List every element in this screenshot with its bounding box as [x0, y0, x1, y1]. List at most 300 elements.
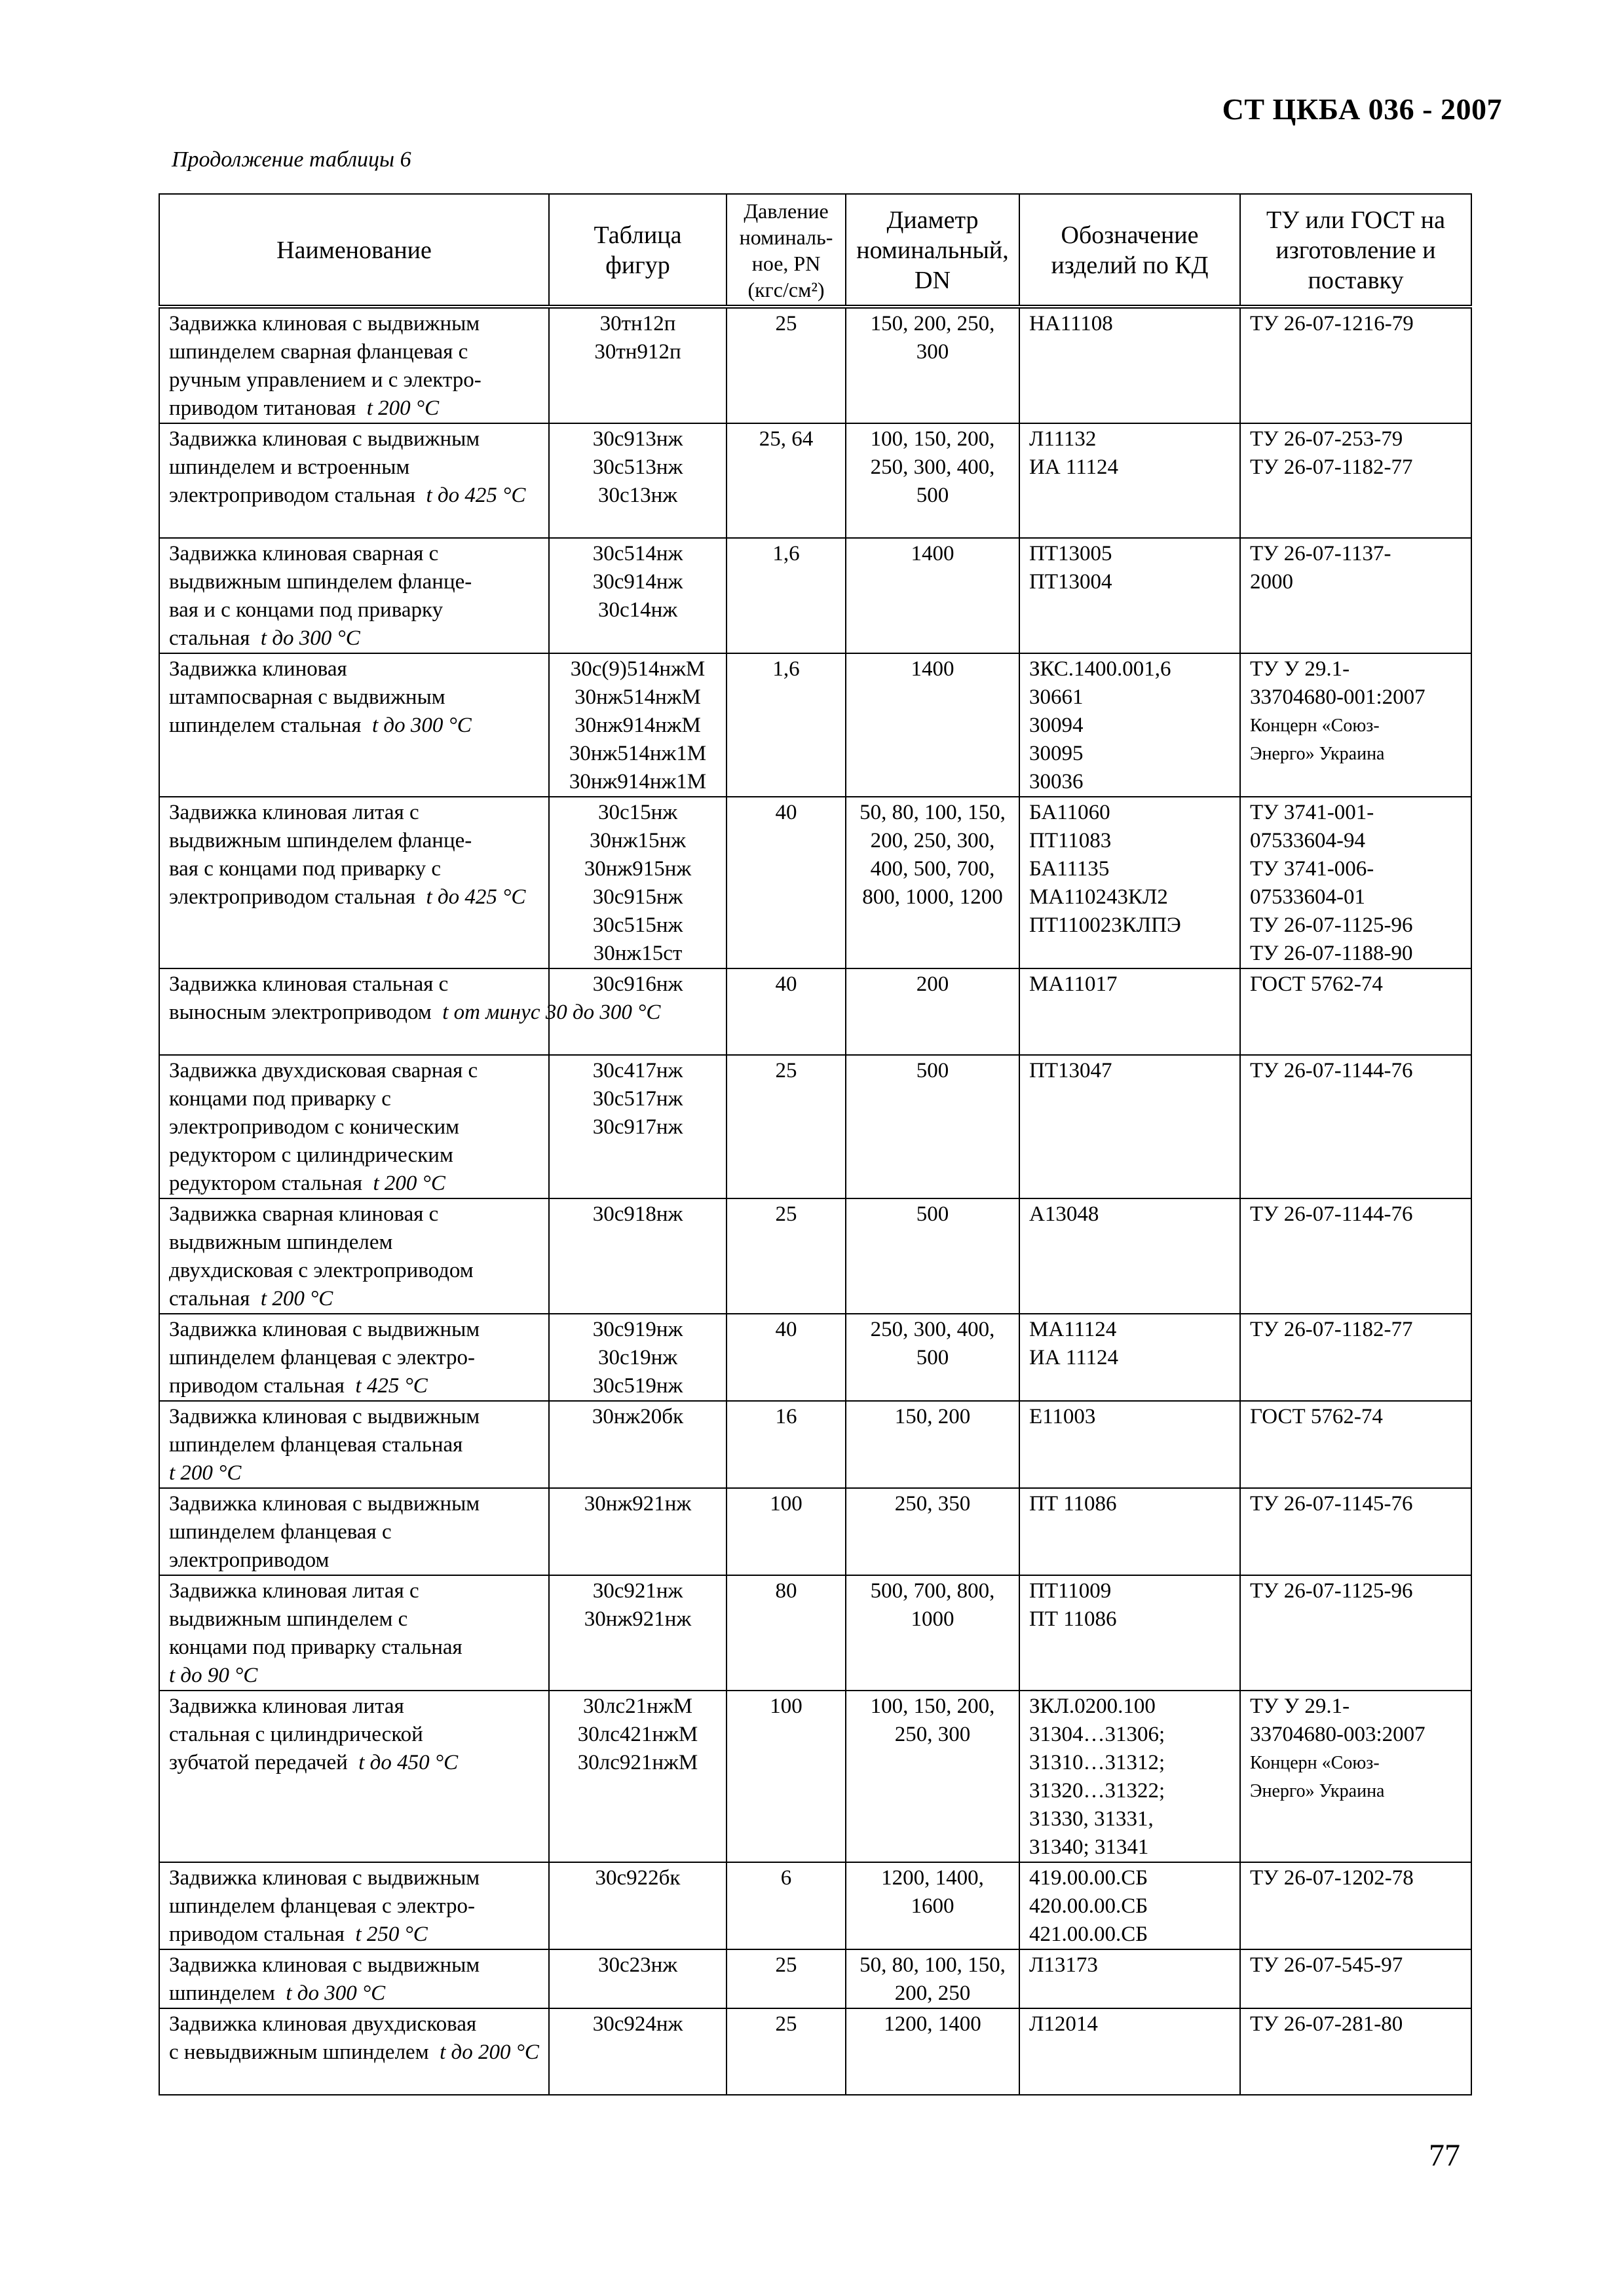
header-tu-gost: ТУ или ГОСТ на изготовление и поставку — [1240, 194, 1471, 307]
cell-diameter — [846, 797, 1019, 968]
name-text: концами под приварку стальная — [169, 1636, 463, 1659]
cell-tu-gost — [1240, 1055, 1471, 1198]
table-row — [159, 1055, 1471, 1198]
figures-line: 30с14нж — [597, 598, 678, 622]
kd-line: ПТ11009 — [1029, 1579, 1112, 1603]
pn-line: 40 — [775, 1318, 797, 1341]
tu-line: ТУ 26-07-281-80 — [1250, 2012, 1403, 2036]
cell-tu-gost — [1240, 1198, 1471, 1314]
name-line — [169, 2038, 539, 2067]
kd-line: 30661 — [1029, 685, 1084, 709]
name-line — [169, 855, 539, 883]
cell-designation — [1019, 653, 1240, 797]
name-line — [169, 1229, 539, 1257]
name-line — [169, 1721, 539, 1749]
kd-line: ЗКС.1400.001,6 — [1029, 657, 1171, 681]
header-name: Наименование — [159, 194, 549, 307]
pn-line: 80 — [775, 1579, 797, 1603]
cell-designation — [1019, 1488, 1240, 1575]
tu-line: ТУ 26-07-1144-76 — [1250, 1202, 1413, 1226]
tu-line: 07533604-01 — [1250, 885, 1365, 909]
cell-tu-gost — [1240, 1314, 1471, 1401]
name-text: Задвижка клиновая с выдвижным — [169, 427, 480, 451]
temperature-label: t 250 °C — [355, 1923, 428, 1946]
cell-designation — [1019, 2008, 1240, 2095]
pn-line: 40 — [775, 801, 797, 824]
temperature-label: t 425 °C — [355, 1374, 428, 1398]
name-text: Задвижка клиновая с выдвижным — [169, 1318, 480, 1341]
figures-line: 30с514нж — [592, 542, 683, 565]
figures-line: 30нж514нж1М — [569, 742, 707, 765]
figures-line: 30с924нж — [592, 2012, 683, 2036]
name-line — [169, 482, 539, 510]
cell-pressure — [727, 2008, 846, 2095]
cell-diameter — [846, 538, 1019, 653]
cell-name — [159, 1691, 549, 1862]
figures-line: 30с(9)514нжМ — [570, 657, 706, 681]
figures-line: 30тн912п — [594, 340, 681, 364]
pn-line: 25 — [775, 2012, 797, 2036]
temperature-label: t от минус 30 до 300 °C — [442, 1001, 661, 1024]
figures-line: 30с515нж — [592, 913, 683, 937]
pn-line: 40 — [775, 972, 797, 996]
name-text: шпинделем фланцевая с электро- — [169, 1346, 475, 1369]
cell-tu-gost — [1240, 968, 1471, 1055]
header-diameter: Диаметр номинальный, DN — [846, 194, 1019, 307]
figures-line: 30нж15ст — [593, 942, 683, 965]
kd-line: МА11017 — [1029, 972, 1118, 996]
pn-line: 1,6 — [772, 657, 800, 681]
name-line — [169, 1634, 539, 1662]
name-line — [169, 310, 539, 338]
kd-line: ПТ13047 — [1029, 1059, 1112, 1082]
tu-line: ТУ 3741-001- — [1250, 801, 1374, 824]
figures-line: 30с15нж — [597, 801, 678, 824]
table-row — [159, 1949, 1471, 2008]
tu-line: 33704680-001:2007 — [1250, 685, 1426, 709]
pn-line: 16 — [775, 1405, 797, 1428]
name-line — [169, 1749, 539, 1777]
table-row — [159, 1401, 1471, 1488]
name-line — [169, 2010, 539, 2038]
name-line — [169, 1546, 539, 1575]
dn-line: 50, 80, 100, 150, — [859, 1953, 1006, 1977]
figures-line: 30лс421нжМ — [577, 1723, 698, 1746]
tu-line: ТУ 26-07-1188-90 — [1250, 942, 1413, 965]
name-text: электроприводом с коническим — [169, 1115, 459, 1139]
cell-diameter — [846, 1401, 1019, 1488]
kd-line: Л11132 — [1029, 427, 1097, 451]
pn-line: 100 — [770, 1492, 803, 1516]
name-text: приводом стальная — [169, 1923, 345, 1946]
cell-figure — [549, 797, 727, 968]
kd-line: Л12014 — [1029, 2012, 1098, 2036]
figures-line: 30нж915нж — [584, 857, 692, 881]
figures-line: 30с916нж — [592, 972, 683, 996]
cell-diameter — [846, 1314, 1019, 1401]
name-line — [169, 999, 661, 1027]
temperature-label: t до 425 °C — [426, 484, 526, 507]
kd-line: 31330, 31331, — [1029, 1807, 1154, 1831]
cell-tu-gost — [1240, 2008, 1471, 2095]
figures-line: 30с921нж — [592, 1579, 683, 1603]
kd-line: БА11135 — [1029, 857, 1110, 881]
cell-name — [159, 1949, 549, 2008]
tu-line: ТУ 26-07-253-79 — [1250, 427, 1403, 451]
table-row — [159, 307, 1471, 423]
name-line — [169, 1344, 539, 1372]
tu_small-line: Концерн «Союз- — [1250, 1753, 1380, 1773]
dn-line: 500 — [916, 1346, 949, 1369]
figures-line: 30нж921нж — [584, 1607, 692, 1631]
name-text: шпинделем фланцевая с электро- — [169, 1894, 475, 1918]
name-line — [169, 1459, 539, 1487]
dn-line: 1400 — [911, 657, 954, 681]
name-line — [169, 1577, 539, 1605]
name-text: Задвижка клиновая двухдисковая — [169, 2012, 477, 2036]
tu-line: ТУ У 29.1- — [1250, 657, 1350, 681]
dn-line: 500, 700, 800, — [870, 1579, 995, 1603]
name-line — [169, 1518, 539, 1546]
kd-line: МА110243КЛ2 — [1029, 885, 1168, 909]
name-text: ручным управлением и с электро- — [169, 368, 482, 392]
cell-pressure — [727, 1949, 846, 2008]
table-row — [159, 797, 1471, 968]
cell-name — [159, 2008, 549, 2095]
dn-line: 1200, 1400, — [881, 1866, 984, 1890]
tu-line: ТУ 26-07-1144-76 — [1250, 1059, 1413, 1082]
name-line — [169, 338, 539, 366]
cell-tu-gost — [1240, 797, 1471, 968]
table-row — [159, 538, 1471, 653]
temperature-label: t 200 °C — [260, 1287, 333, 1311]
name-text: Задвижка двухдисковая сварная с — [169, 1059, 478, 1082]
cell-tu-gost — [1240, 1949, 1471, 2008]
name-line — [169, 1141, 539, 1170]
table-row — [159, 653, 1471, 797]
table-body — [159, 307, 1471, 2095]
kd-line: МА11124 — [1029, 1318, 1117, 1341]
figures-line: 30с13нж — [597, 484, 678, 507]
kd-line: ПТ 11086 — [1029, 1492, 1117, 1516]
figures-line: 30нж921нж — [584, 1492, 692, 1516]
header-figure-table: Таблица фигур — [549, 194, 727, 307]
dn-line: 500 — [916, 1202, 949, 1226]
cell-pressure — [727, 1488, 846, 1575]
name-text: редуктором с цилиндрическим — [169, 1143, 453, 1167]
name-line — [169, 1605, 539, 1634]
kd-line: 31304…31306; — [1029, 1723, 1165, 1746]
cell-pressure — [727, 968, 846, 1055]
name-text: Задвижка клиновая литая с — [169, 801, 419, 824]
cell-designation — [1019, 307, 1240, 423]
kd-line: 30036 — [1029, 770, 1084, 794]
name-text: Задвижка клиновая с выдвижным — [169, 1405, 480, 1428]
name-text: двухдисковая с электроприводом — [169, 1259, 474, 1282]
pn-line: 25, 64 — [759, 427, 814, 451]
cell-pressure — [727, 1198, 846, 1314]
figures-line: 30с919нж — [592, 1318, 683, 1341]
name-line — [169, 1170, 539, 1198]
cell-name — [159, 423, 549, 538]
dn-line: 500 — [916, 484, 949, 507]
name-line — [169, 655, 539, 683]
name-line — [169, 827, 539, 855]
page-number: 77 — [1429, 2138, 1460, 2173]
name-text: шпинделем стальная — [169, 714, 362, 737]
tu-line: ТУ 26-07-1125-96 — [1250, 1579, 1413, 1603]
name-line — [169, 1892, 539, 1921]
cell-diameter — [846, 1691, 1019, 1862]
dn-line: 150, 200, 250, — [870, 312, 995, 335]
figures-line: 30нж514нжМ — [575, 685, 701, 709]
name-line — [169, 1200, 539, 1229]
name-text: выдвижным шпинделем фланце- — [169, 570, 472, 594]
temperature-label: t 200 °C — [373, 1172, 445, 1195]
cell-name — [159, 653, 549, 797]
cell-figure — [549, 307, 727, 423]
dn-line: 200, 250 — [894, 1981, 971, 2005]
pn-line: 25 — [775, 1953, 797, 1977]
figures-line: 30с519нж — [592, 1374, 683, 1398]
table-continuation-caption: Продолжение таблицы 6 — [172, 147, 411, 172]
figures-line: 30с517нж — [592, 1087, 683, 1111]
figures-line: 30с19нж — [597, 1346, 678, 1369]
dn-line: 200 — [916, 972, 949, 996]
cell-diameter — [846, 1488, 1019, 1575]
dn-line: 250, 300, 400, — [870, 1318, 995, 1341]
cell-designation — [1019, 1862, 1240, 1949]
tu-line: ТУ 26-07-1182-77 — [1250, 455, 1413, 479]
table-row — [159, 1488, 1471, 1575]
tu-line: ГОСТ 5762-74 — [1250, 1405, 1383, 1428]
name-text: шпинделем фланцевая стальная — [169, 1433, 463, 1457]
name-line — [169, 1431, 539, 1459]
table-row — [159, 1862, 1471, 1949]
name-text: Задвижка сварная клиновая с — [169, 1202, 439, 1226]
name-text: шпинделем — [169, 1981, 275, 2005]
tu_small-line: Энерго» Украина — [1250, 744, 1385, 764]
name-text: Задвижка клиновая сварная с — [169, 542, 439, 565]
header-designation: Обозначение изделий по КД — [1019, 194, 1240, 307]
document-code: СТ ЦКБА 036 - 2007 — [1222, 92, 1502, 126]
tu-line: 2000 — [1250, 570, 1293, 594]
cell-designation — [1019, 968, 1240, 1055]
cell-pressure — [727, 1862, 846, 1949]
kd-line: 30094 — [1029, 714, 1084, 737]
cell-pressure — [727, 1314, 846, 1401]
figures-line: 30с23нж — [597, 1953, 678, 1977]
name-line — [169, 883, 539, 911]
dn-line: 100, 150, 200, — [870, 427, 995, 451]
cell-diameter — [846, 1198, 1019, 1314]
pn-line: 25 — [775, 1202, 797, 1226]
tu-line: ТУ 26-07-545-97 — [1250, 1953, 1403, 1977]
kd-line: 421.00.00.СБ — [1029, 1923, 1148, 1946]
name-line — [169, 712, 539, 740]
kd-line: 31320…31322; — [1029, 1779, 1165, 1803]
figures-line: 30нж914нж1М — [569, 770, 707, 794]
cell-name — [159, 1314, 549, 1401]
cell-designation — [1019, 1055, 1240, 1198]
name-text: Задвижка клиновая литая с — [169, 1579, 419, 1603]
temperature-label: t 200 °C — [169, 1461, 242, 1485]
pn-line: 1,6 — [772, 542, 800, 565]
cell-pressure — [727, 653, 846, 797]
temperature-label: t 200 °C — [366, 396, 440, 420]
dn-line: 1600 — [911, 1894, 954, 1918]
cell-figure — [549, 1949, 727, 2008]
name-text: стальная — [169, 626, 250, 650]
kd-line: ПТ13004 — [1029, 570, 1112, 594]
dn-line: 400, 500, 700, — [870, 857, 995, 881]
tu-line: ТУ 26-07-1137- — [1250, 542, 1391, 565]
temperature-label: t до 425 °C — [426, 885, 526, 909]
name-text: приводом титановая — [169, 396, 356, 420]
name-line — [169, 366, 539, 394]
cell-name — [159, 1488, 549, 1575]
name-text: вая и с концами под приварку — [169, 598, 444, 622]
cell-diameter — [846, 968, 1019, 1055]
cell-designation — [1019, 423, 1240, 538]
name-line — [169, 1403, 539, 1431]
name-text: шпинделем фланцевая с — [169, 1520, 392, 1544]
name-text: Задвижка клиновая — [169, 657, 347, 681]
dn-line: 300 — [916, 340, 949, 364]
cell-pressure — [727, 307, 846, 423]
table-row — [159, 1314, 1471, 1401]
name-line — [169, 1951, 539, 1980]
cell-designation — [1019, 538, 1240, 653]
cell-figure — [549, 1314, 727, 1401]
cell-diameter — [846, 307, 1019, 423]
cell-diameter — [846, 1575, 1019, 1691]
dn-line: 150, 200 — [894, 1405, 971, 1428]
name-text: стальная с цилиндрической — [169, 1723, 423, 1746]
table-row — [159, 968, 1471, 1055]
tu-line: ТУ 26-07-1125-96 — [1250, 913, 1413, 937]
cell-designation — [1019, 1575, 1240, 1691]
name-text: выносным электроприводом — [169, 1001, 432, 1024]
name-line — [169, 1285, 539, 1313]
cell-name — [159, 1055, 549, 1198]
table-row — [159, 1691, 1471, 1862]
name-text: вая с концами под приварку с — [169, 857, 442, 881]
name-line — [169, 970, 539, 999]
cell-name — [159, 1401, 549, 1488]
cell-tu-gost — [1240, 307, 1471, 423]
dn-line: 1000 — [911, 1607, 954, 1631]
kd-line: БА11060 — [1029, 801, 1110, 824]
kd-line: ПТ 11086 — [1029, 1607, 1117, 1631]
name-text: шпинделем сварная фланцевая с — [169, 340, 468, 364]
kd-line: 419.00.00.СБ — [1029, 1866, 1148, 1890]
tu-line: ТУ 26-07-1202-78 — [1250, 1866, 1414, 1890]
cell-pressure — [727, 797, 846, 968]
kd-line: ИА 11124 — [1029, 455, 1118, 479]
pn-line: 100 — [770, 1694, 803, 1718]
cell-pressure — [727, 1575, 846, 1691]
tu_small-line: Концерн «Союз- — [1250, 716, 1380, 736]
cell-pressure — [727, 1055, 846, 1198]
cell-figure — [549, 1575, 727, 1691]
name-text: Задвижка клиновая стальная с — [169, 972, 449, 996]
kd-line: Л13173 — [1029, 1953, 1098, 1977]
dn-line: 800, 1000, 1200 — [862, 885, 1003, 909]
cell-diameter — [846, 1055, 1019, 1198]
kd-line: Е11003 — [1029, 1405, 1096, 1428]
tu_small-line: Энерго» Украина — [1250, 1781, 1385, 1801]
name-text: электроприводом — [169, 1548, 330, 1572]
kd-line: ПТ11083 — [1029, 829, 1112, 852]
name-text: стальная — [169, 1287, 250, 1311]
cell-diameter — [846, 1949, 1019, 2008]
figures-line: 30с917нж — [592, 1115, 683, 1139]
tu-line: 07533604-94 — [1250, 829, 1365, 852]
kd-line: ПТ13005 — [1029, 542, 1112, 565]
cell-diameter — [846, 2008, 1019, 2095]
name-line — [169, 1372, 539, 1400]
table-row — [159, 1198, 1471, 1314]
cell-diameter — [846, 1862, 1019, 1949]
figures-line: 30лс21нжМ — [583, 1694, 692, 1718]
name-text: Задвижка клиновая литая — [169, 1694, 404, 1718]
name-text: Задвижка клиновая с выдвижным — [169, 1866, 480, 1890]
cell-tu-gost — [1240, 1401, 1471, 1488]
cell-diameter — [846, 423, 1019, 538]
figures-line: 30с913нж — [592, 427, 683, 451]
dn-line: 250, 300, 400, — [870, 455, 995, 479]
tu-line: ТУ 26-07-1182-77 — [1250, 1318, 1413, 1341]
cell-figure — [549, 1488, 727, 1575]
temperature-label: t до 300 °C — [286, 1981, 386, 2005]
cell-designation — [1019, 1691, 1240, 1862]
cell-designation — [1019, 1314, 1240, 1401]
cell-name — [159, 307, 549, 423]
cell-designation — [1019, 797, 1240, 968]
kd-line: 31310…31312; — [1029, 1751, 1165, 1774]
cell-figure — [549, 1401, 727, 1488]
temperature-label: t до 300 °C — [260, 626, 360, 650]
name-line — [169, 1693, 539, 1721]
tu-line: ТУ У 29.1- — [1250, 1694, 1350, 1718]
dn-line: 250, 350 — [894, 1492, 971, 1516]
temperature-label: t до 200 °C — [440, 2040, 539, 2064]
kd-line: ЗКЛ.0200.100 — [1029, 1694, 1156, 1718]
figures-line: 30с513нж — [592, 455, 683, 479]
figures-line: 30лс921нжМ — [577, 1751, 698, 1774]
kd-line: ИА 11124 — [1029, 1346, 1118, 1369]
cell-designation — [1019, 1401, 1240, 1488]
table-row — [159, 423, 1471, 538]
figures-line: 30нж20бк — [592, 1405, 684, 1428]
name-line — [169, 683, 539, 712]
name-text: зубчатой передачей — [169, 1751, 348, 1774]
cell-name — [159, 1862, 549, 1949]
cell-tu-gost — [1240, 423, 1471, 538]
cell-tu-gost — [1240, 1691, 1471, 1862]
kd-line: ПТ110023КЛПЭ — [1029, 913, 1181, 937]
figures-line: 30с914нж — [592, 570, 683, 594]
name-line — [169, 453, 539, 482]
figures-line: 30нж15нж — [590, 829, 686, 852]
kd-line: 31340; 31341 — [1029, 1835, 1149, 1859]
name-text: Задвижка клиновая с выдвижным — [169, 1492, 480, 1516]
cell-name — [159, 797, 549, 968]
cell-pressure — [727, 1401, 846, 1488]
kd-line: А13048 — [1029, 1202, 1099, 1226]
name-line — [169, 799, 539, 827]
